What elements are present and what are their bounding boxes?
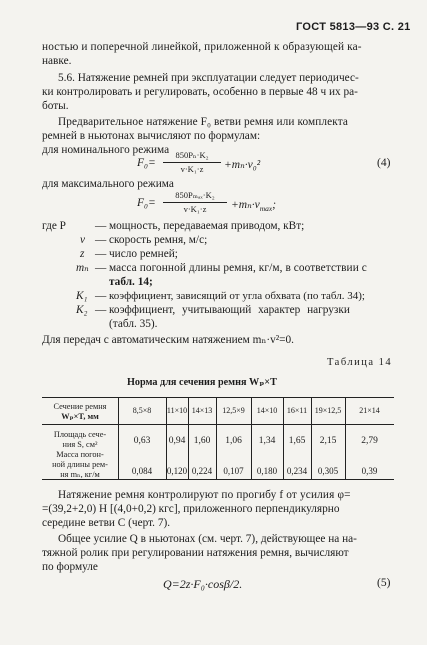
table-label: Таблица 14 xyxy=(327,357,393,368)
table-cell: 0,084 xyxy=(131,466,153,476)
definition-dash: — xyxy=(95,220,107,232)
table-column-header: 19×12,5 xyxy=(314,406,342,415)
table-cell: 0,94 xyxy=(168,436,186,446)
formula-denominator: v·K₁·z xyxy=(183,204,207,214)
definition-dash: — xyxy=(95,248,107,260)
definition-symbol: z xyxy=(80,248,85,260)
paragraph-line: навке. xyxy=(42,55,72,67)
table-cell: 0,234 xyxy=(286,466,308,476)
table-header-label-line2: Wₚ×T, мм xyxy=(61,412,99,421)
table-column-header: 21×14 xyxy=(359,406,380,415)
paragraph-line: Для передач с автоматическим натяжением mₙ·v²=0. xyxy=(42,334,294,346)
formula-lhs: F₀= xyxy=(137,157,156,169)
formula-number: (5) xyxy=(377,577,391,589)
definition-symbol: mₙ xyxy=(76,262,89,274)
table-cell: 2,15 xyxy=(319,436,337,446)
definition-text: коэффициент, зависящий от угла обхвата (по табл. 34); xyxy=(109,290,365,302)
table-cell: 2,79 xyxy=(361,436,378,446)
formula-numerator: 850Pₘₐₓ·K₂ xyxy=(163,190,227,203)
definition-symbol: K₂ xyxy=(76,304,88,316)
table-row-label-line3: ня mₙ, кг/м xyxy=(60,470,100,479)
definition-dash: — xyxy=(95,304,107,316)
table-cell: 0,120 xyxy=(166,466,188,476)
definition-text: масса погонной длины ремня, кг/м, в соответствии с xyxy=(109,262,367,274)
table-column-header: 14×10 xyxy=(256,406,278,415)
table-header-divider xyxy=(42,424,394,425)
definition-dash: — xyxy=(95,262,107,274)
formula-number: (4) xyxy=(377,157,391,169)
table-row-label-line1: Масса погон- xyxy=(56,450,104,459)
definition-text: мощность, передаваемая приводом, кВт; xyxy=(109,220,305,232)
paragraph-line: ки контролировать и регулировать, особенно в первые 48 ч их ра- xyxy=(42,86,358,98)
table-row-label-line2: ной длины рем- xyxy=(52,460,108,469)
paragraph-line: тяжной ролик при регулировании натяжения ремня, вычисляют xyxy=(42,547,349,559)
paragraph-line: Натяжение ремня контролируют по прогибу f от усилия φ= xyxy=(58,489,351,501)
table-cell: 1,60 xyxy=(193,436,211,446)
definition-text: табл. 14; xyxy=(109,276,153,288)
table-row-label xyxy=(42,430,118,450)
paragraph-line: Предварительное натяжение F₀ ветви ремня или комплекта xyxy=(58,116,348,128)
table-column-header: 12,5×9 xyxy=(222,406,245,415)
table-header-label-line1: Сечение ремня xyxy=(53,402,107,411)
formula-rhs: +mₙ·v₀² xyxy=(224,159,261,171)
table-cell: 0,107 xyxy=(223,466,244,476)
definition-symbol: где P xyxy=(42,220,66,232)
formula-rhs xyxy=(231,197,276,213)
paragraph-line: для номинального режима xyxy=(42,144,170,156)
paragraph-line: ностью и поперечной линейкой, приложенной к образующей ка- xyxy=(42,41,362,53)
formula-fraction xyxy=(163,150,221,174)
definition-text: (табл. 35). xyxy=(109,318,158,330)
table-cell: 0,39 xyxy=(361,466,378,476)
table-cell: 1,65 xyxy=(288,436,306,446)
table-row-label-line1: Площадь сече- xyxy=(53,430,107,439)
table-column-header: 16×11 xyxy=(286,406,308,415)
table-cell: 0,305 xyxy=(317,466,339,476)
page-header: ГОСТ 5813—93 С. 21 xyxy=(296,21,411,33)
paragraph-line: 5.6. Натяжение ремней при эксплуатации следует периодичес- xyxy=(58,72,359,84)
formula-rhs-end: ; xyxy=(272,199,277,211)
paragraph-line: середине ветви C (черт. 7). xyxy=(42,517,171,529)
paragraph-line: боты. xyxy=(42,100,69,112)
paragraph-line: =(39,2+2,0) Н [(4,0+0,2) кгс], приложенного перпендикулярно xyxy=(42,503,340,515)
formula-lhs: F₀= xyxy=(137,197,156,209)
formula-denominator: v·K₁·z xyxy=(180,164,204,174)
paragraph-line: для максимального режима xyxy=(42,178,174,190)
table-row-label-line2: ния S, см² xyxy=(62,440,98,449)
table-header-label xyxy=(42,402,118,422)
formula-body: Q=2z·F₀·cosβ/2. xyxy=(163,577,243,591)
definition-text: скорость ремня, м/с; xyxy=(109,234,208,246)
definition-row xyxy=(42,219,305,233)
paragraph-line: ремней в ньютонах вычисляют по формулам: xyxy=(42,130,261,142)
table-column-header: 11×10 xyxy=(166,406,188,415)
formula-fraction xyxy=(163,190,227,214)
definition-text: число ремней; xyxy=(109,248,178,260)
table-cell: 0,180 xyxy=(256,466,278,476)
formula-rhs-main: +mₙ·v xyxy=(231,199,260,211)
formula-numerator: 850Pₙ·K₂ xyxy=(163,150,221,163)
paragraph-line: по формуле xyxy=(42,561,98,573)
formula-rhs-subscript: max xyxy=(259,204,273,213)
table-cell: 1,34 xyxy=(258,436,276,446)
definition-symbol: K₁ xyxy=(76,290,88,302)
table-caption: Норма для сечения ремня Wₚ×T xyxy=(127,377,277,388)
table-14 xyxy=(42,397,394,480)
paragraph-line: Общее усилие Q в ньютонах (см. черт. 7), действующее на на- xyxy=(58,533,357,545)
table-column-header: 8,5×8 xyxy=(132,406,152,415)
table-cell: 1,06 xyxy=(225,436,242,446)
definition-dash: — xyxy=(95,290,107,302)
definition-symbol: v xyxy=(80,234,86,246)
table-cell: 0,63 xyxy=(133,436,151,446)
definition-text: коэффициент, учитывающий характер нагрузки xyxy=(109,304,350,316)
table-column-header: 14×13 xyxy=(191,406,213,415)
definition-dash: — xyxy=(95,234,107,246)
table-row-label xyxy=(42,450,118,480)
table-cell: 0,224 xyxy=(191,466,213,476)
